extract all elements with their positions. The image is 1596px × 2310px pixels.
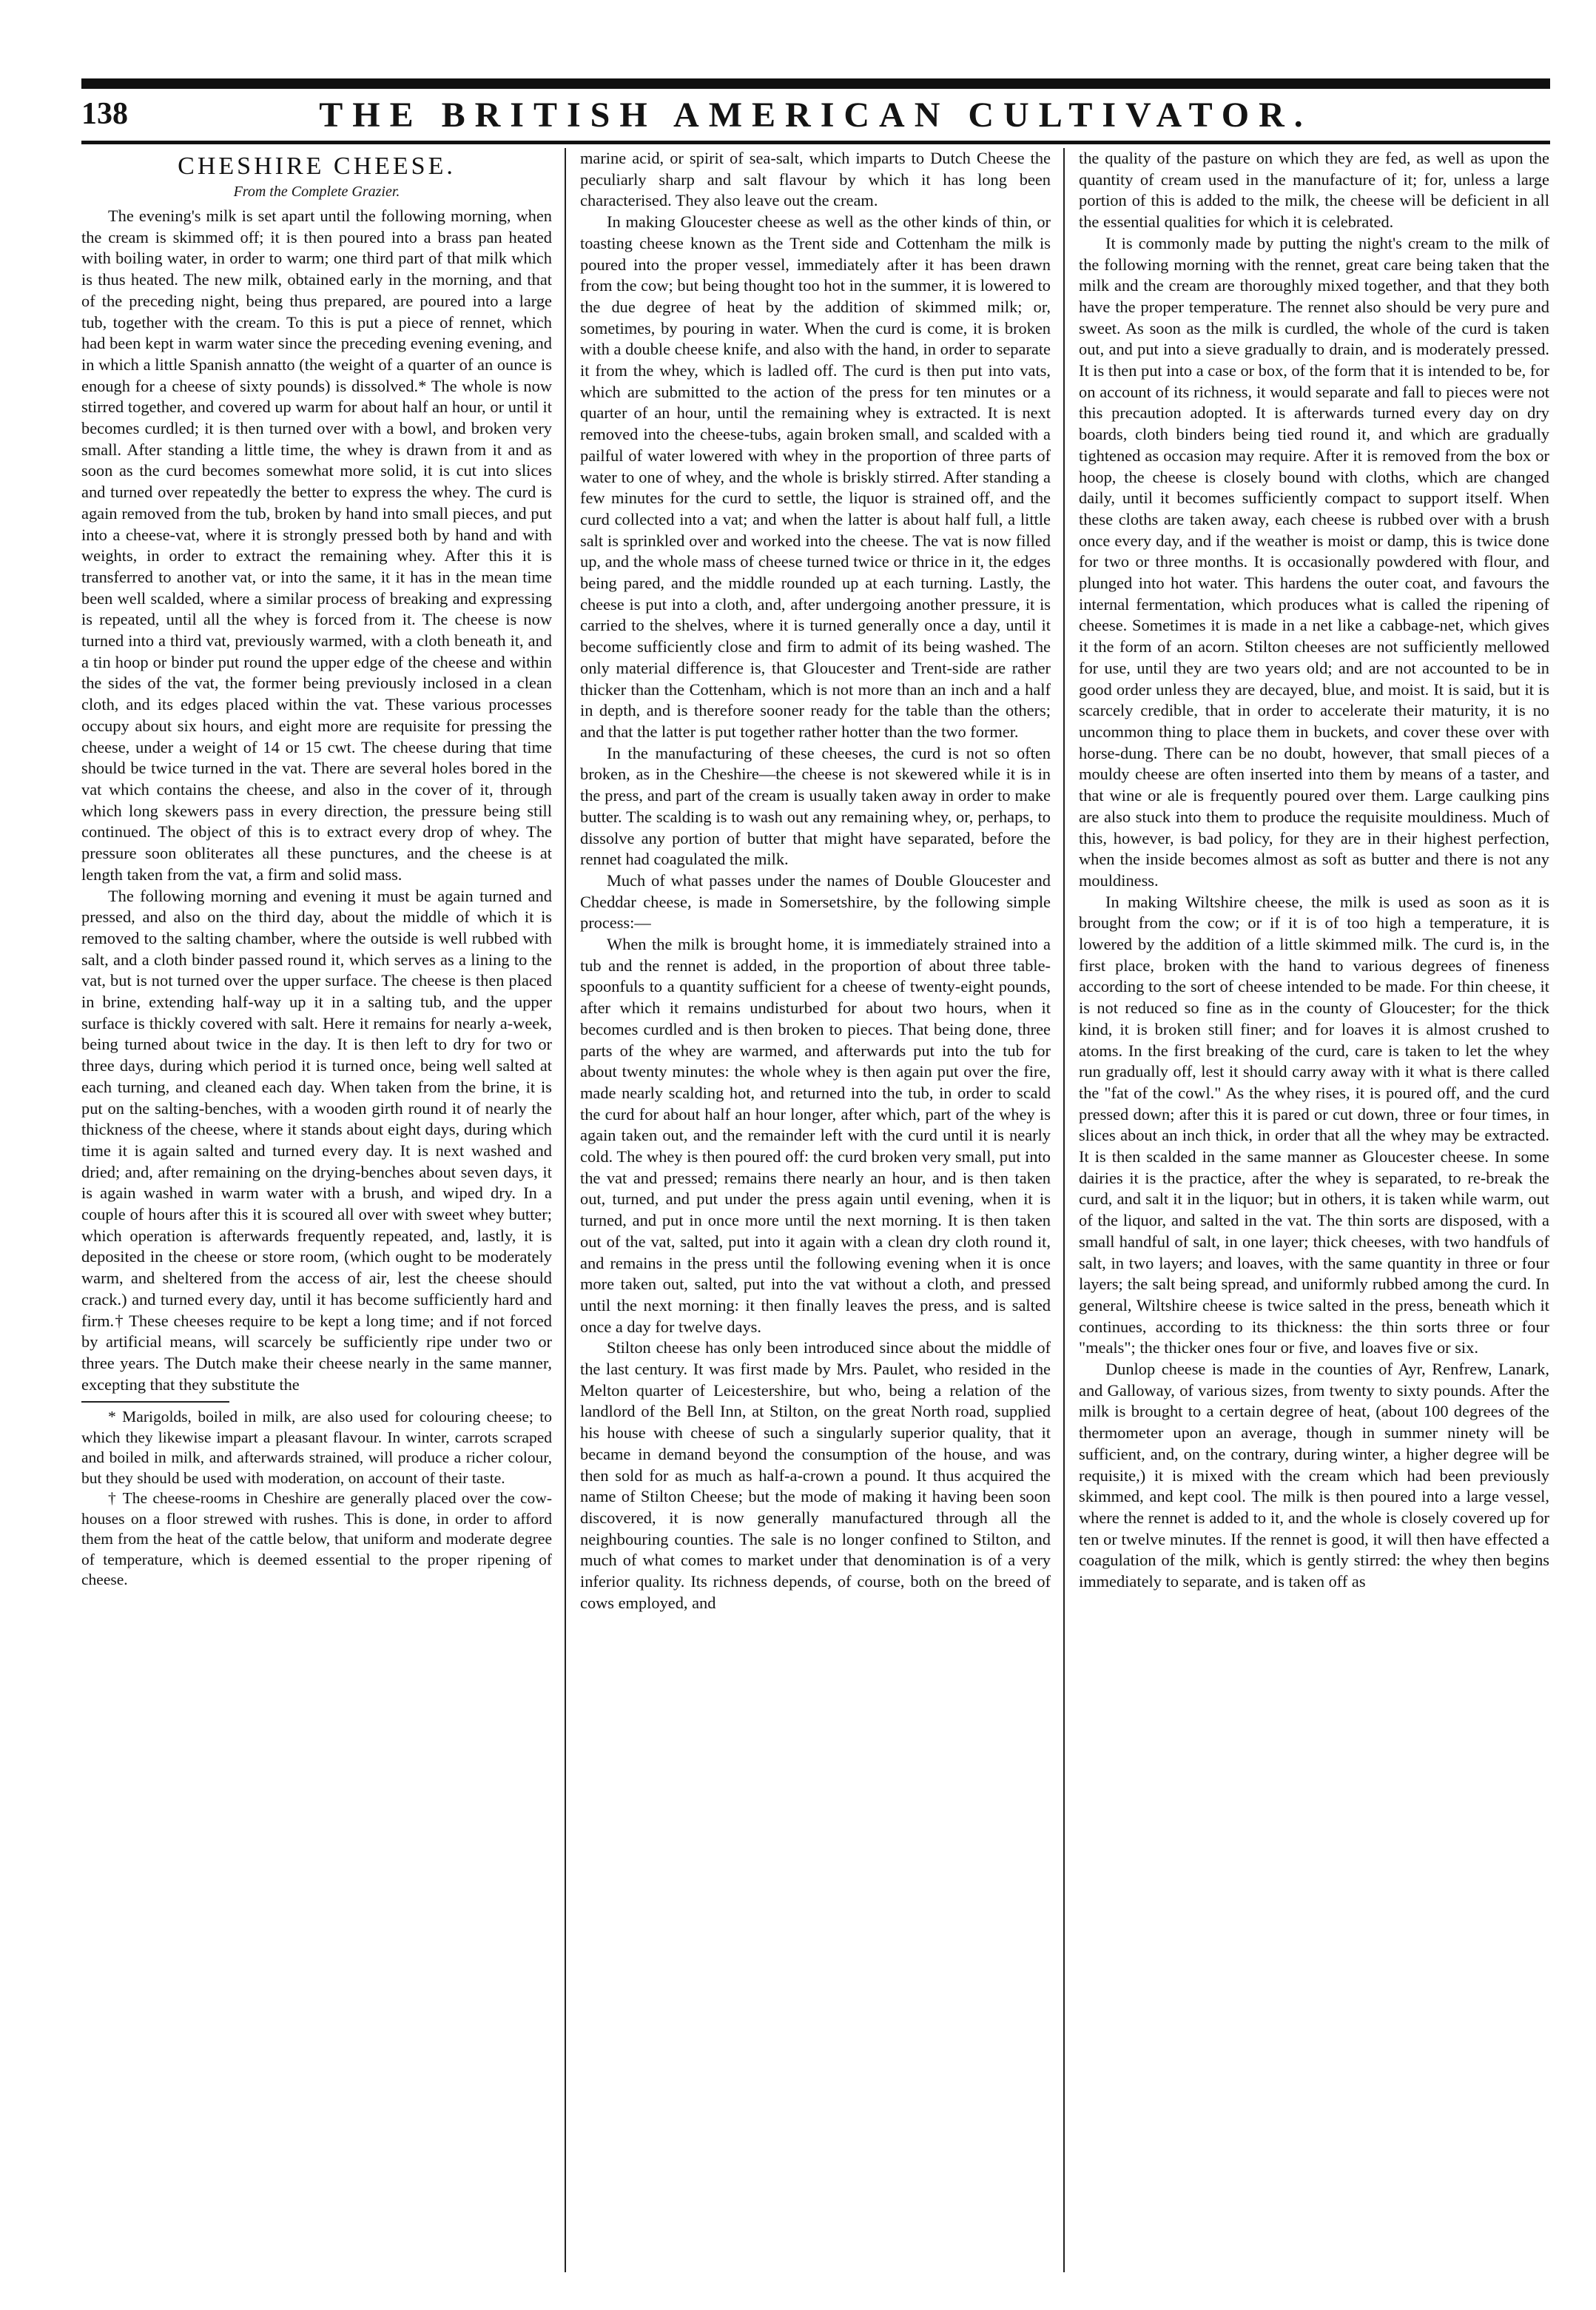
paragraph: When the milk is brought home, it is immediately strained into a tub and the rennet is added, in the proportion of about three table-spoonfuls to a quantity sufficient for a cheese of twenty-eight pounds, after which it remains undisturbed for about two hours, when it becomes curdled and is then broken to pieces. That being done, three parts of the whey are warmed, and afterwards put into the tub for about twenty minutes: the whole whey is then again put over the fire, made nearly scalding hot, and returned into the tub, in order to scald the curd for about half an hour longer, after which, part of the whey is again taken out, and the remainder left with the curd until it is nearly cold. The whey is then poured off: the curd broken very small, put into the vat and pressed; remains there nearly an hour, and is then taken out, turned, and put under the press again until evening, when it is turned, and put in once more until the next morning. It is then taken out of the vat, salted, put into it again with a clean dry cloth round it, and remains in the press until the following evening when it is once more taken out, salted, put into the vat without a cloth, and pressed until the next morning: it then finally leaves the press, and is salted once a day for twelve days. [580, 935, 1051, 1336]
footnote: † The cheese-rooms in Cheshire are generally placed over the cow-houses on a floor strewed with rushes. This is done, in order to afford them from the heat of the cattle below, that uniform and moderate degree of temperature, which is deemed essential to the proper ripening of cheese. [81, 1489, 552, 1589]
footnote-rule [81, 1401, 229, 1403]
paragraph: It is commonly made by putting the night's cream to the milk of the following morning with the rennet, great care being taken that the milk and the cream are thoroughly mixed together, and that they both have the proper temperature. The rennet also should be very pure and sweet. As soon as the milk is curdled, the whole of the curd is taken out, and put into a sieve gradually to drain, and is moderately pressed. It is then put into a case or box, of the form that it is intended to be, for on account of its richness, it would separate and fall to pieces were not this precaution adopted. It is afterwards turned every day on dry boards, cloth binders being tied round it, and which are gradually tightened as occasion may require. After it is removed from the box or hoop, the cheese is closely bound with cloths, which are changed daily, until it becomes sufficiently compact to support itself. When these cloths are taken away, each cheese is rubbed over with a brush once every day, and if the weather is moist or damp, this is twice done for two or three months. It is occasionally powdered with flour, and plunged into hot water. This hardens the outer coat, and favours the internal fermentation, which produces what is called the ripening of cheese. Sometimes it is made in a net like a cabbage-net, which gives it the form of an acorn. Stilton cheeses are not sufficiently mellowed for use, until they are two years old; and are not accounted to be in good order unless they are decayed, blue, and moist. It is said, but it is scarcely credible, that in order to accelerate their maturity, it is no uncommon thing to place them in buckets, and cover these over with horse-dung. There can be no doubt, however, that small pieces of a mouldy cheese are often inserted into them by means of a taster, and that wine or ale is frequently poured over them. Large caulking pins are also stuck into them to produce the requisite mouldiness. Much of this, however, is bad policy, for they are in their highest perfection, when the inside becomes almost as soft as butter and there is not any mouldiness. [1079, 233, 1549, 890]
column-1 [81, 148, 552, 2265]
masthead-rule [81, 141, 1550, 144]
paragraph: Much of what passes under the names of Double Gloucester and Cheddar cheese, is made in Somersetshire, by the following simple process:— [580, 870, 1051, 933]
column-2 [580, 148, 1051, 2265]
masthead [81, 92, 1550, 139]
column-3 [1079, 148, 1549, 2265]
paragraph: In making Gloucester cheese as well as the other kinds of thin, or toasting cheese known as the Trent side and Cottenham the milk is poured into the proper vessel, immediately after it has been drawn from the cow; but being thought too hot in the summer, it is lowered to the due degree of heat by the addition of skimmed milk; or, sometimes, by pouring in water. When the curd is come, it is broken with a double cheese knife, and also with the hand, in order to separate it from the whey, which is ladled off. The curd is then put into vats, which are submitted to the action of the press for ten minutes or a quarter of an hour, until the remaining whey is extracted. It is next removed into the cheese-tubs, again broken small, and scalded with a pailful of water lowered with whey in the proportion of three parts of water to one of whey, and the whole is briskly stirred. After standing a few minutes for the curd to settle, the liquor is strained off, and the curd collected into a vat; and when the latter is about half full, a little salt is sprinkled over and worked into the cheese. The vat is now filled up, and the whole mass of cheese turned twice or thrice in it, the edges being pared, and the middle rounded up at each turning. Lastly, the cheese is put into a cloth, and, after undergoing another pressure, it is carried to the shelves, where it is turned generally once a day, until it become sufficiently close and firm to admit of its being washed. The only material difference is, that Gloucester and Trent-side are rather thicker than the Cottenham, which is not more than an inch and a half in depth, and is therefore sooner ready for the table than the others; and that the latter is put together rather hotter than the two former. [580, 212, 1051, 741]
paragraph: Stilton cheese has only been introduced since about the middle of the last century. It was first made by Mrs. Paulet, who resided in the Melton quarter of Leicestershire, but who, being a relation of the landlord of the Bell Inn, at Stilton, on the great North road, supplied his house with cheese of such a singularly superior quality, that it became in demand beyond the consumption of the house, and was then sold for as much as half-a-crown a pound. It thus acquired the name of Stilton Cheese; but the mode of making it having been soon discovered, it is now generally manufactured through all the neighbouring counties. The sale is no longer confined to Stilton, and much of what comes to market under that denomination is of a very inferior quality. Its richness depends, of course, both on the breed of cows employed, and [580, 1338, 1051, 1612]
paragraph: Dunlop cheese is made in the counties of Ayr, Renfrew, Lanark, and Galloway, of various sizes, from twenty to sixty pounds. After the milk is brought to a certain degree of heat, (about 100 degrees of the thermometer upon an average, though in summer ninety will be sufficient, and, on the contrary, during winter, a higher degree will be requisite,) it is mixed with the cream which had been previously skimmed, and kept cool. The milk is then poured into a large vessel, where the rennet is added to it, and the whole is closely covered up for ten or twelve minutes. If the rennet is good, it will then have effected a coagulation of the milk, which is gently stirred: the whey then begins immediately to separate, and is taken off as [1079, 1360, 1549, 1591]
paragraph: In the manufacturing of these cheeses, the curd is not so often broken, as in the Cheshire—the cheese is not skewered while it is in the press, and part of the cream is usually taken away in order to make butter. The scalding is to wash out any remaining whey, or, perhaps, to dissolve any portion of butter that might have separated, before the rennet had coagulated the milk. [580, 743, 1051, 869]
paragraph: The following morning and evening it must be again turned and pressed, and also on the third day, about the middle of which it is removed to the salting chamber, where the outside is well rubbed with salt, and a cloth binder passed round it, which serves as a lining to the vat, but is not turned over the upper surface. The cheese is then placed in brine, extending half-way up it in a salting tub, and the upper surface is thickly covered with salt. Here it remains for nearly a-week, being turned about twice in the day. It is then left to dry for two or three days, during which period it is turned once, being well salted at each turning, and cleaned each day. When taken from the brine, it is put on the salting-benches, with a wooden girth round it of nearly the thickness of the cheese, where it stands about eight days, during which time it is again salted and turned every day. It is next washed and dried; and, after remaining on the drying-benches about seven days, it is again washed in warm water with a brush, and wiped dry. In a couple of hours after this it is scoured all over with sweet whey butter; which operation is afterwards frequently repeated, and, lastly, it is deposited in the cheese or store room, (which ought to be moderately warm, and sheltered from the access of air, lest the cheese should crack.) and turned every day, until it has become sufficiently hard and firm.† These cheeses require to be kept a long time; and if not forced by artificial means, will scarcely be sufficiently ripe under two or three years. The Dutch make their cheese nearly in the same manner, excepting that they substitute the [81, 886, 552, 1394]
paragraph: In making Wiltshire cheese, the milk is used as soon as it is brought from the cow; or if it is of too high a temperature, it is lowered by the addition of a little skimmed milk. The curd is, in the first place, broken with the hand to various degrees of fineness according to the sort of cheese intended to be made. For thin cheese, it is not reduced so fine as in the county of Gloucester; for the thick kind, it is broken still finer; and for loaves it is almost crushed to atoms. In the first breaking of the curd, care is taken to let the whey run gradually off, lest it should carry away with it what is there called the "fat of the cowl." As the whey rises, it is poured off, and the curd pressed down; after this it is pared or cut down, three or four times, in slices about an inch thick, in order that all the whey may be extracted. It is then scalded in the same manner as Gloucester cheese. In some dairies it is the practice, after the whey is separated, to re-break the curd, and salt it in the liquor; but in others, it is taken while warm, out of the liquor, and salted in the vat. The thin sorts are disposed, with a small handful of salt, in one layer; thick cheeses, with two handfuls of salt, in two layers; and loaves, with the same quantity in three or four layers; the salt being spread, and uniformly rubbed among the curd. In general, Wiltshire cheese is twice salted in the press, beneath which it continues, according to its thickness: the thin sorts three or four "meals"; the thicker ones four or five, and loaves five or six. [1079, 892, 1549, 1357]
column-divider [565, 148, 566, 2272]
article-source: From the Complete Grazier. [233, 184, 400, 200]
paragraph: The evening's milk is set apart until the following morning, when the cream is skimmed off; it is then poured into a brass pan heated with boiling water, in order to warm; one third part of that milk which is thus heated. The new milk, obtained early in the morning, and that of the preceding night, being thus prepared, are poured into a large tub, together with the cream. To this is put a piece of rennet, which had been kept in warm water since the preceding evening evening, and in which a little Spanish annatto (the weight of a quarter of an ounce is enough for a cheese of sixty pounds) is dissolved.* The whole is now stirred together, and covered up warm for about half an hour, or until it becomes curdled; it is then turned over with a bowl, and broken very small. After standing a little time, the whey is drawn from it and as soon as the curd becomes somewhat more solid, it is cut into slices and turned over repeatedly the better to express the whey. The curd is again removed from the tub, broken by hand into small pieces, and put into a cheese-vat, where it is strongly pressed both by hand and with weights, in order to extract the remaining whey. After this it is transferred to another vat, or into the same, it it has in the mean time been well scalded, where a similar process of breaking and expressing is repeated, until all the whey is forced from it. The cheese is now turned into a third vat, previously warmed, with a cloth beneath it, and a tin hoop or binder put round the upper edge of the cheese and within the sides of the vat, the former being previously inclosed in a clean cloth, and its edges placed within the vat. These various processes occupy about six hours, and eight more are requisite for pressing the cheese, under a weight of 14 or 15 cwt. The cheese during that time should be twice turned in the vat. There are several holes bored in the vat which contains the cheese, and also in the cover of it, through which long skewers pass in every direction, the pressure being still continued. The object of this is to extract every drop of whey. The pressure soon obliterates all these punctures, and the cheese is at length taken from the vat, a firm and solid mass. [81, 207, 552, 884]
running-title: THE BRITISH AMERICAN CULTIVATOR. [319, 95, 1313, 135]
article-title: CHESHIRE CHEESE. [178, 152, 456, 180]
footnote: * Marigolds, boiled in milk, are also used for colouring cheese; to which they likewise impart a pleasant flavour. In winter, carrots scraped and boiled in milk, and afterwards strained, will produce a richer colour, but they should be used with moderation, on account of their taste. [81, 1408, 552, 1487]
paragraph: the quality of the pasture on which they are fed, as well as upon the quantity of cream used in the manufacture of it; for, unless a large portion of this is added to the milk, the cheese will be deficient in all the essential qualities for which it is celebrated. [1079, 149, 1549, 232]
paragraph: marine acid, or spirit of sea-salt, which imparts to Dutch Cheese the peculiarly sharp and salt flavour by which it has long been characterised. They also leave out the cream. [580, 149, 1051, 210]
top-rule [81, 78, 1550, 89]
page-number: 138 [81, 97, 128, 131]
column-divider [1063, 148, 1065, 2272]
